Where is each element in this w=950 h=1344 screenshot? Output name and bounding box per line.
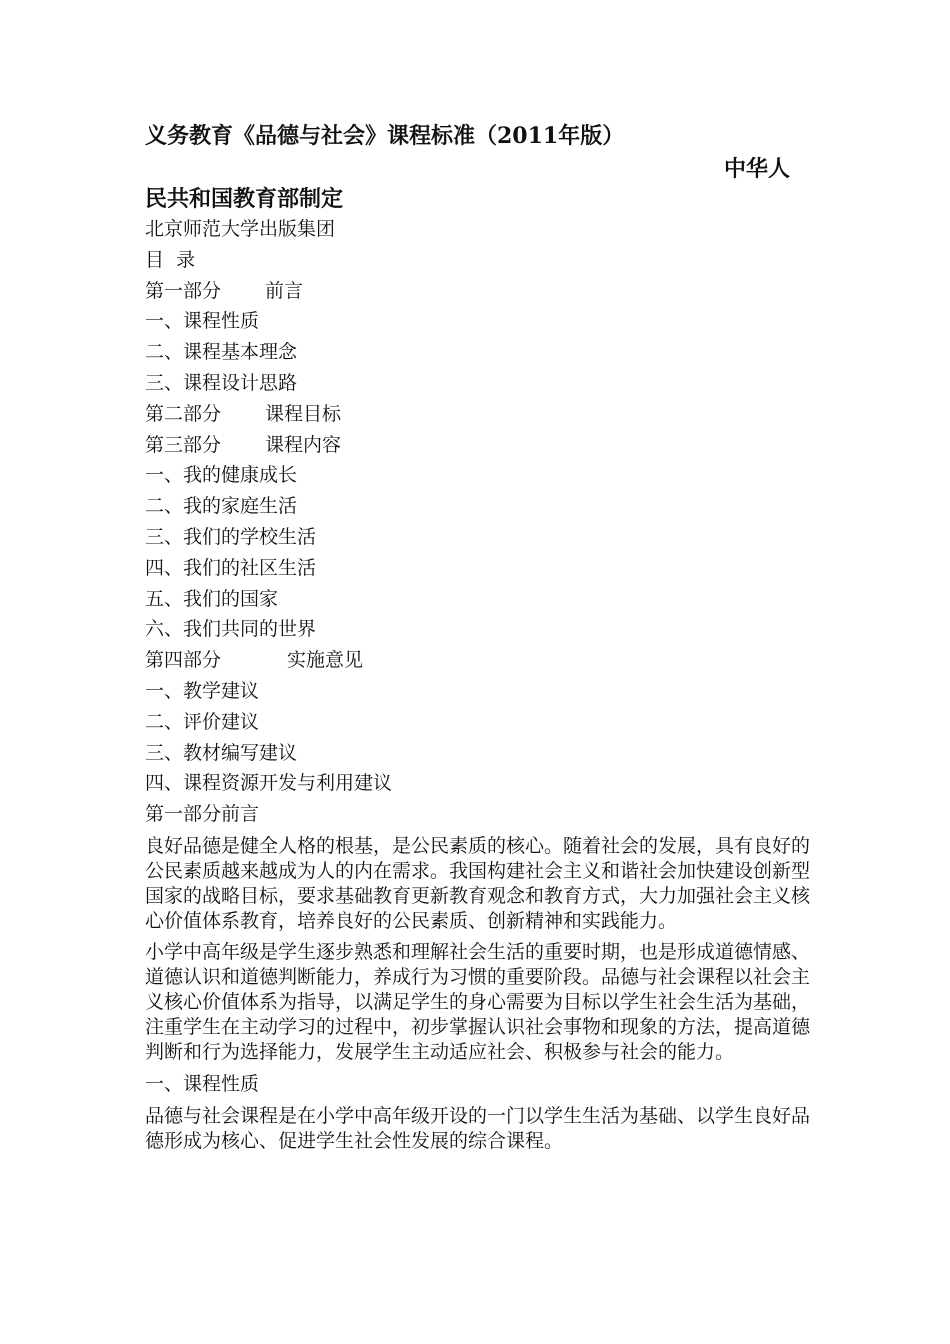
- toc-part-title: 前言: [265, 279, 304, 302]
- toc-entry: 三、教材编写建议: [145, 741, 298, 764]
- publisher: 北京师范大学出版集团: [145, 218, 336, 240]
- toc-entry: 五、我们的国家: [145, 587, 279, 610]
- toc-entry-part-1: [145, 276, 810, 307]
- toc-entry: 三、我们的学校生活: [145, 525, 317, 548]
- toc-entry: 二、评价建议: [145, 710, 260, 733]
- toc-entry-part-4: [145, 645, 810, 676]
- toc-heading: 目 录: [145, 248, 196, 271]
- toc-part-title: 实施意见: [287, 649, 364, 672]
- toc-entry: 二、我的家庭生活: [145, 495, 298, 518]
- toc-entry-part-2: [145, 399, 810, 430]
- table-of-contents: [145, 276, 810, 800]
- body-paragraph: 良好品德是健全人格的根基，是公民素质的核心。随着社会的发展，具有良好的公民素质越来越成为人的内在需求。我国构建社会主义和谐社会加快建设创新型国家的战略目标，要求基础教育更新教育观念和教育方式，大力加强社会主义核心价值体系教育，培养良好的公民素质、创新精神和实践能力。: [145, 834, 811, 932]
- toc-entry: 二、课程基本理念: [145, 341, 298, 364]
- toc-entry: 三、课程设计思路: [145, 371, 298, 394]
- toc-entry: 六、我们共同的世界: [145, 618, 317, 641]
- toc-entry: 一、我的健康成长: [145, 464, 298, 487]
- toc-entry: 四、我们的社区生活: [145, 556, 317, 579]
- toc-part-label: 第一部分: [145, 279, 222, 302]
- toc-entry-part-3: [145, 430, 810, 461]
- toc-part-title: 课程内容: [265, 433, 342, 456]
- section-heading: 第一部分前言: [145, 803, 260, 826]
- toc-entry: 一、教学建议: [145, 679, 260, 702]
- toc-part-title: 课程目标: [265, 402, 342, 425]
- body-paragraph: 品德与社会课程是在小学中高年级开设的一门以学生生活为基础、以学生良好品德形成为核心、促进学生社会性发展的综合课程。: [145, 1104, 811, 1152]
- issuer-line-part1: 中华人: [723, 156, 790, 182]
- document-page: [145, 118, 810, 1158]
- toc-entry: 一、课程性质: [145, 310, 260, 333]
- document-title: 义务教育《品德与社会》课程标准（2011年版）: [145, 123, 625, 149]
- toc-part-label: 第四部分: [145, 649, 222, 672]
- subsection-heading: 一、课程性质: [145, 1072, 260, 1095]
- toc-part-label: 第二部分: [145, 402, 222, 425]
- toc-part-label: 第三部分: [145, 433, 222, 456]
- body-paragraph: 小学中高年级是学生逐步熟悉和理解社会生活的重要时期，也是形成道德情感、道德认识和道德判断能力，养成行为习惯的重要阶段。品德与社会课程以社会主义核心价值体系为指导，以满足学生的身心需要为目标以学生社会生活为基础，注重学生在主动学习的过程中，初步掌握认识社会事物和现象的方法，提高道德判断和行为选择能力，发展学生主动适应社会、积极参与社会的能力。: [145, 940, 811, 1063]
- issuer-line-part2: 民共和国教育部制定: [145, 186, 344, 212]
- toc-entry: 四、课程资源开发与利用建议: [145, 772, 393, 795]
